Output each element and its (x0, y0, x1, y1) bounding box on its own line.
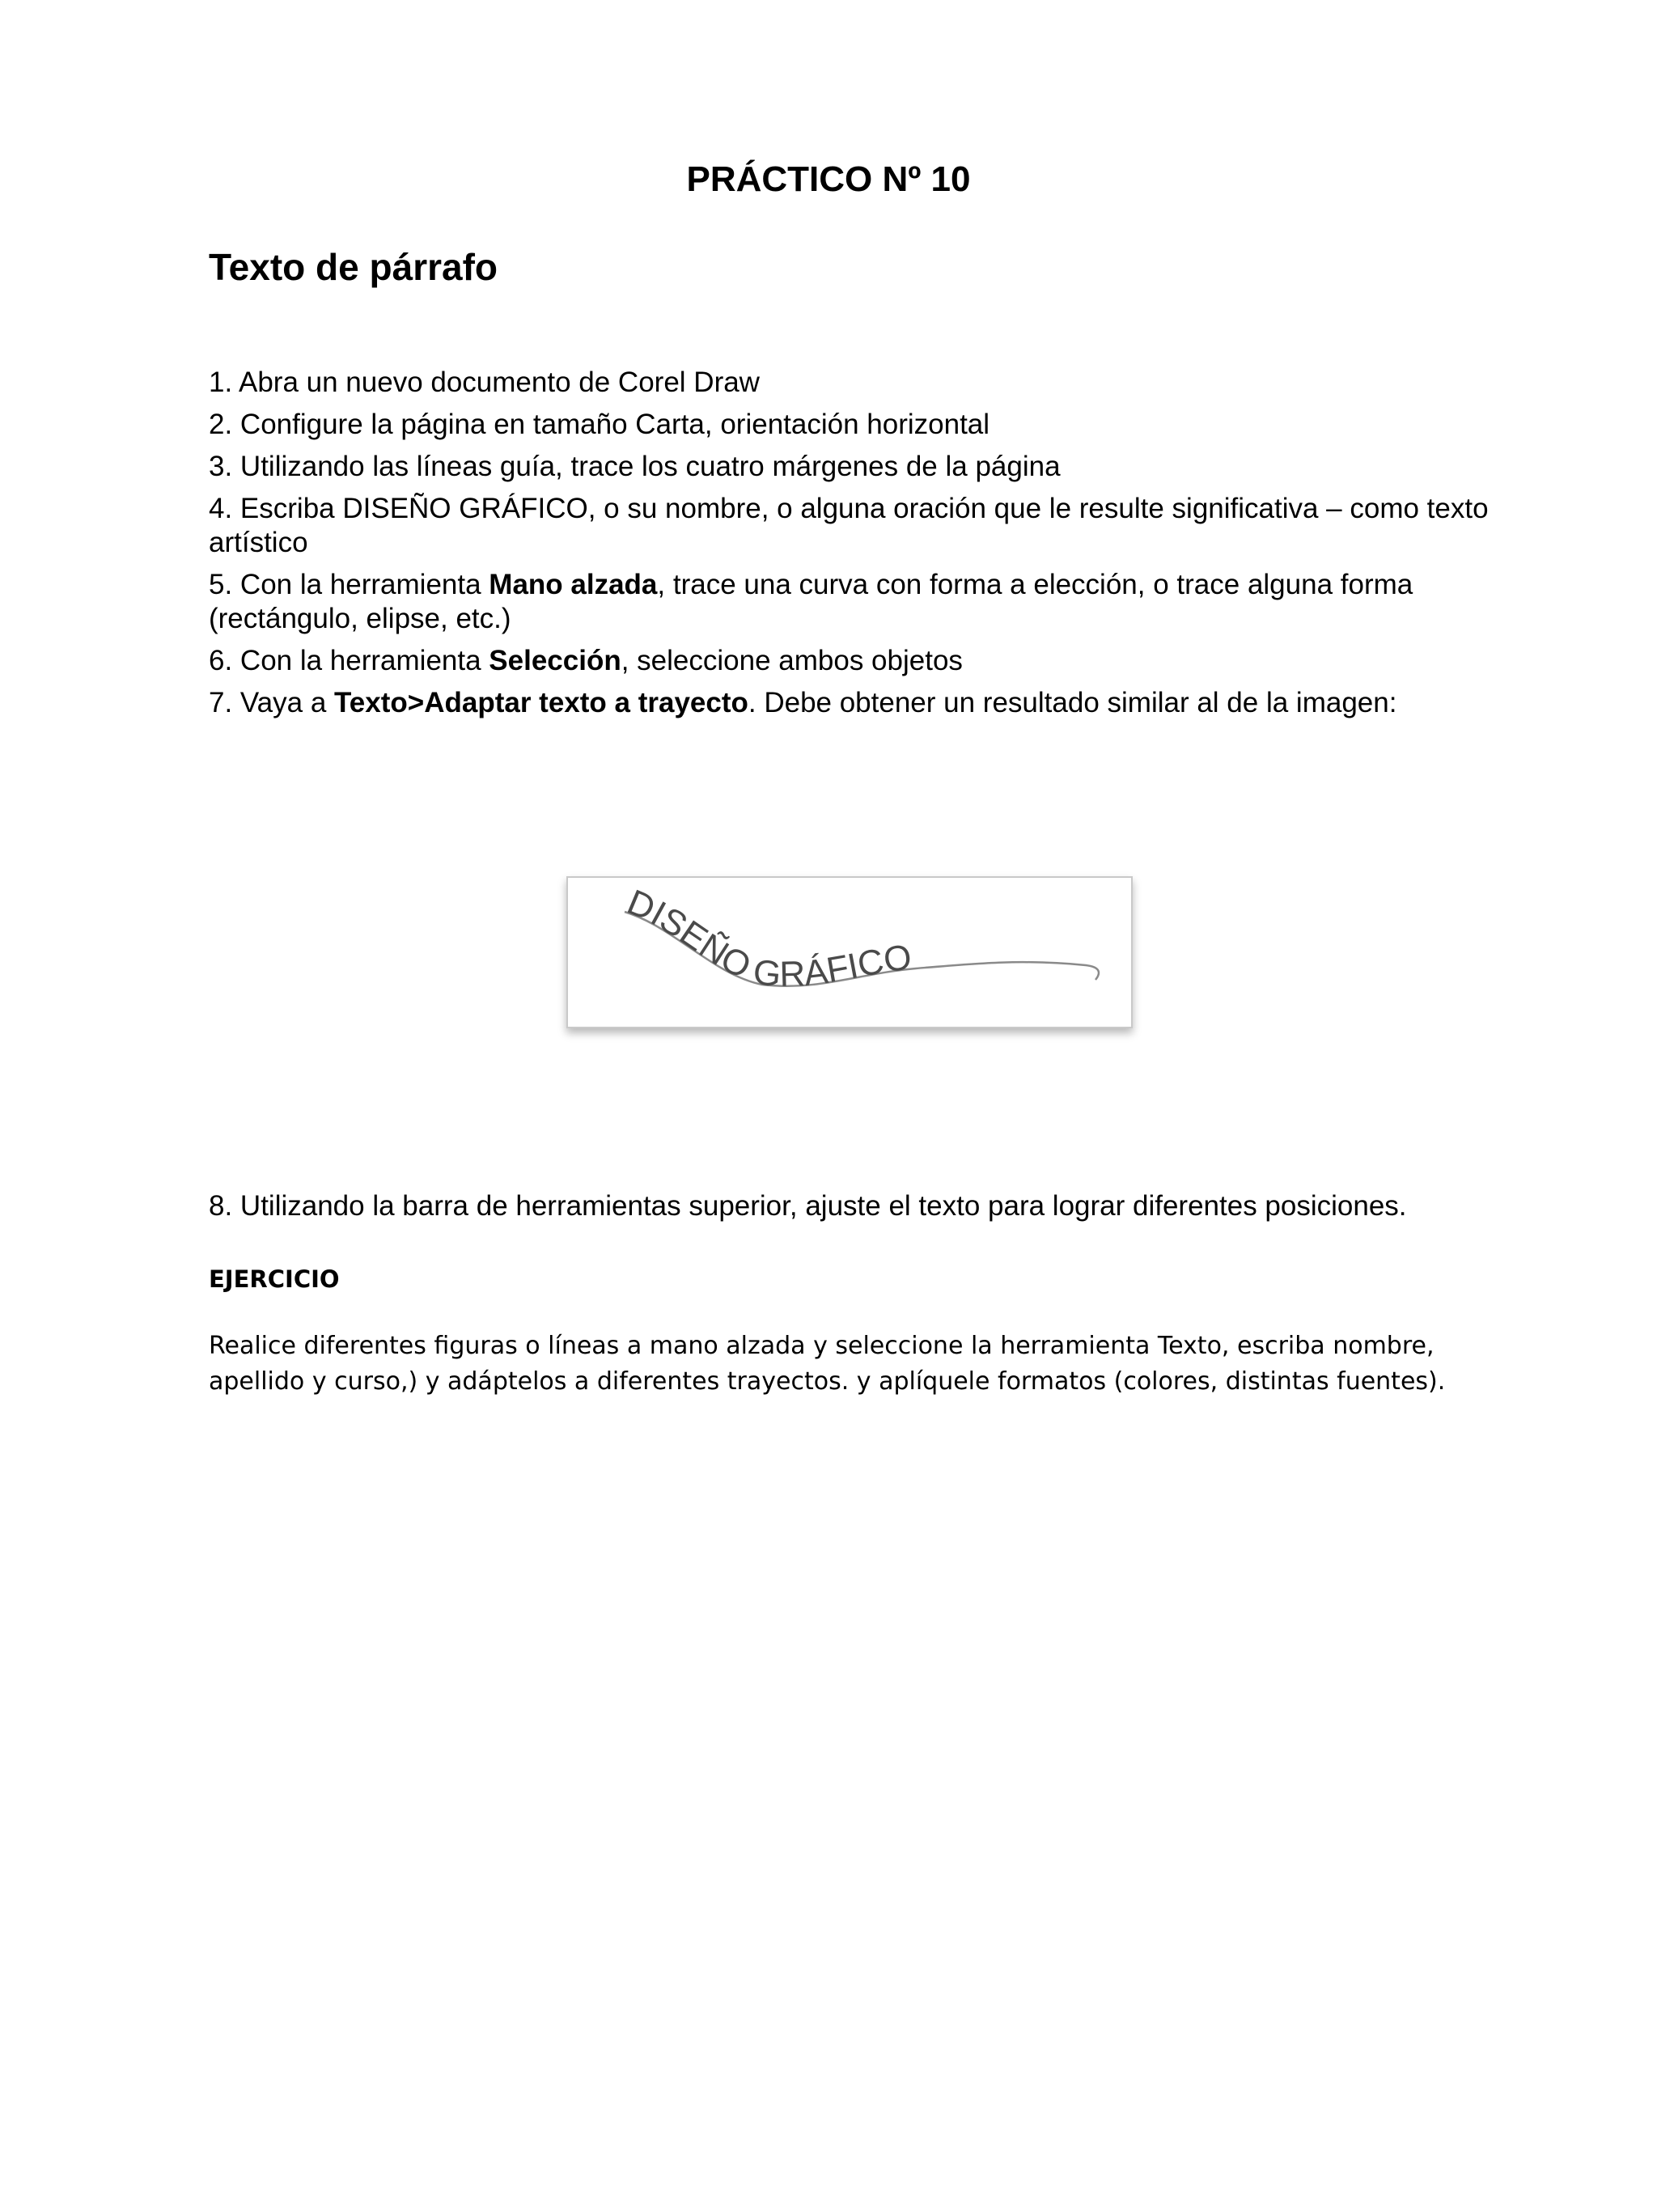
instruction-list (209, 366, 1519, 728)
curved-text-path: DISEÑO GRÁFICO (621, 882, 914, 995)
curved-text (621, 882, 913, 994)
instruction-step: 3. Utilizando las líneas guía, trace los cuatro márgenes de la página (209, 451, 1061, 482)
instruction-step-8: 8. Utilizando la barra de herramientas superior, ajuste el texto para lograr diferentes posiciones. (209, 1190, 1407, 1222)
instruction-step: 4. Escriba DISEÑO GRÁFICO, o su nombre, o alguna oración que le resulte significativa – como texto artístico (209, 493, 1489, 558)
instruction-step: 2. Configure la página en tamaño Carta, orientación horizontal (209, 409, 990, 440)
exercise-heading: EJERCICIO (209, 1265, 340, 1293)
section-subtitle: Texto de párrafo (209, 246, 498, 288)
instruction-step: 1. Abra un nuevo documento de Corel Draw (209, 367, 760, 398)
instruction-step: 6. Con la herramienta Selección, seleccione ambos objetos (209, 645, 963, 676)
text-on-path-illustration (568, 878, 1131, 1027)
example-image-text-on-path (566, 876, 1133, 1028)
page-title: PRÁCTICO Nº 10 (686, 159, 971, 199)
instruction-step: 5. Con la herramienta Mano alzada, trace una curva con forma a elección, o trace alguna forma (rectángulo, elipse, etc.) (209, 569, 1413, 634)
instruction-step: 7. Vaya a Texto>Adaptar texto a trayecto. Debe obtener un resultado similar al de la imagen: (209, 687, 1397, 718)
exercise-body: Realice diferentes figuras o líneas a mano alzada y seleccione la herramienta Texto, escriba nombre, apellido y curso,) y adáptelos a diferentes trayectos. y aplíquele formatos (colores, distintas fuentes). (209, 1332, 1446, 1396)
